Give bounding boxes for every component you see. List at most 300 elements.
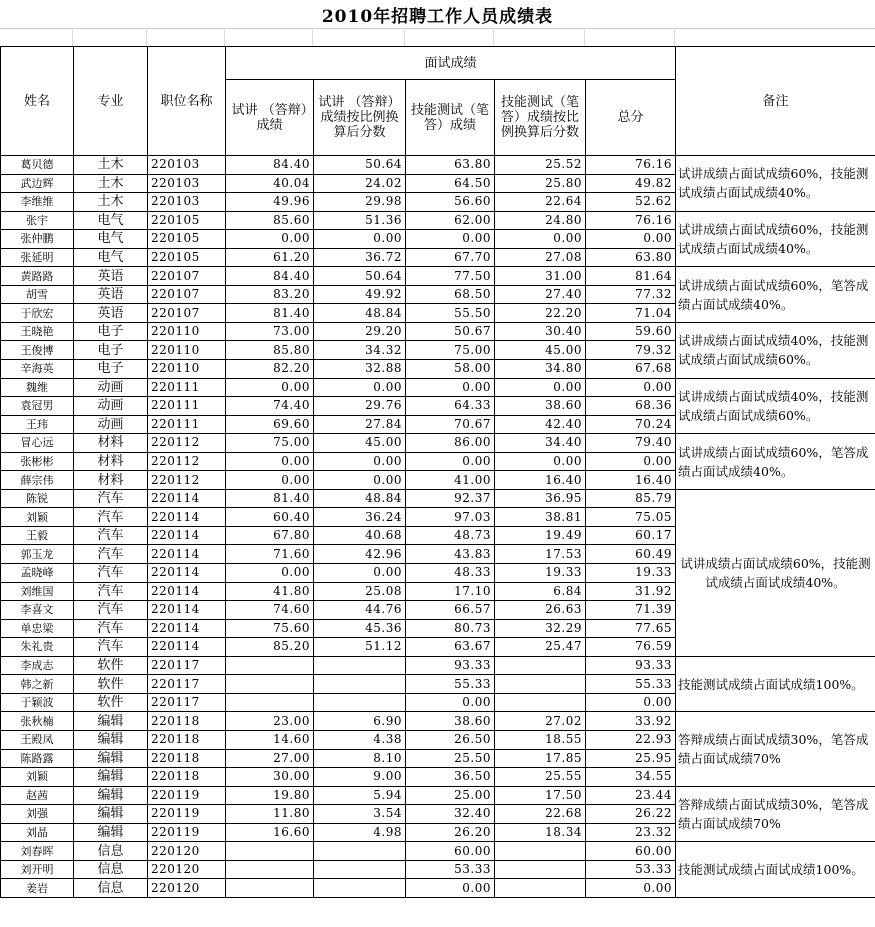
cell-skill-scaled: 25.47: [495, 638, 586, 657]
cell-skill: 55.33: [406, 675, 495, 694]
cell-major: 电子: [74, 360, 148, 379]
cell-skill: 68.50: [406, 285, 495, 304]
cell-skill-scaled: 17.50: [495, 786, 586, 805]
cell-major: 编辑: [74, 712, 148, 731]
cell-skill-scaled: 25.52: [495, 156, 586, 175]
cell-note: 试讲成绩占面试成绩60%，技能测试成绩占面试成绩40%。: [676, 156, 875, 212]
cell-total: 76.16: [586, 211, 676, 230]
cell-skill: 53.33: [406, 860, 495, 879]
cell-total: 49.82: [586, 174, 676, 193]
cell-note: 试讲成绩占面试成绩60%，笔答成绩占面试成绩40%。: [676, 267, 875, 323]
cell-name: 刘强: [1, 805, 74, 824]
cell-lecture-scaled: 51.36: [314, 211, 406, 230]
cell-lecture-scaled: 49.92: [314, 285, 406, 304]
table-row: [1, 489, 875, 508]
cell-lecture-scaled: 34.32: [314, 341, 406, 360]
table-row: [1, 211, 875, 230]
header-position: 职位名称: [148, 47, 226, 156]
cell-total: 68.36: [586, 397, 676, 416]
cell-skill-scaled: [495, 879, 586, 898]
cell-position: 220114: [148, 508, 226, 527]
cell-major: 汽车: [74, 526, 148, 545]
cell-lecture: 11.80: [226, 805, 314, 824]
cell-lecture-scaled: 42.96: [314, 545, 406, 564]
cell-total: 26.22: [586, 805, 676, 824]
header-skill: 技能测试（笔答）成绩: [406, 80, 495, 156]
cell-major: 电气: [74, 211, 148, 230]
cell-major: 动画: [74, 378, 148, 397]
cell-major: 电气: [74, 230, 148, 249]
cell-total: 0.00: [586, 879, 676, 898]
cell-lecture-scaled: 50.64: [314, 267, 406, 286]
table-row: [1, 786, 875, 805]
cell-name: 魏维: [1, 378, 74, 397]
cell-lecture-scaled: [314, 656, 406, 675]
cell-lecture: 0.00: [226, 452, 314, 471]
cell-position: 220120: [148, 860, 226, 879]
table-row: [1, 656, 875, 675]
cell-lecture: [226, 879, 314, 898]
header-total: 总分: [586, 80, 676, 156]
cell-name: 朱礼贵: [1, 638, 74, 657]
cell-lecture: 83.20: [226, 285, 314, 304]
cell-skill: 17.10: [406, 582, 495, 601]
cell-skill: 77.50: [406, 267, 495, 286]
cell-position: 220105: [148, 230, 226, 249]
cell-skill-scaled: 38.60: [495, 397, 586, 416]
cell-note: 试讲成绩占面试成绩40%，技能测试成绩占面试成绩60%。: [676, 322, 875, 378]
cell-note: 试讲成绩占面试成绩60%，技能测试成绩占面试成绩40%。: [676, 489, 875, 656]
cell-position: 220105: [148, 211, 226, 230]
cell-lecture-scaled: [314, 879, 406, 898]
cell-position: 220111: [148, 378, 226, 397]
cell-major: 土木: [74, 156, 148, 175]
cell-lecture: 23.00: [226, 712, 314, 731]
cell-total: 71.39: [586, 601, 676, 620]
cell-name: 黄路路: [1, 267, 74, 286]
cell-skill: 93.33: [406, 656, 495, 675]
cell-major: 汽车: [74, 564, 148, 583]
cell-lecture: 67.80: [226, 526, 314, 545]
cell-skill-scaled: 27.08: [495, 248, 586, 267]
cell-skill-scaled: [495, 842, 586, 861]
cell-name: 刘春晖: [1, 842, 74, 861]
cell-skill: 36.50: [406, 768, 495, 787]
cell-skill-scaled: 22.64: [495, 193, 586, 212]
cell-name: 姜岩: [1, 879, 74, 898]
cell-lecture: 40.04: [226, 174, 314, 193]
cell-lecture: 30.00: [226, 768, 314, 787]
cell-name: 袁冠男: [1, 397, 74, 416]
cell-note: 答辩成绩占面试成绩30%，笔答成绩占面试成绩70%: [676, 712, 875, 786]
cell-major: 土木: [74, 193, 148, 212]
cell-lecture: 0.00: [226, 230, 314, 249]
cell-name: 王俊博: [1, 341, 74, 360]
cell-position: 220103: [148, 156, 226, 175]
cell-lecture-scaled: 4.38: [314, 730, 406, 749]
cell-name: 刘颖: [1, 768, 74, 787]
cell-total: 31.92: [586, 582, 676, 601]
cell-lecture-scaled: 51.12: [314, 638, 406, 657]
cell-major: 编辑: [74, 768, 148, 787]
cell-name: 单忠梁: [1, 619, 74, 638]
cell-major: 电子: [74, 341, 148, 360]
cell-lecture: 74.40: [226, 397, 314, 416]
cell-note: 答辩成绩占面试成绩30%，笔答成绩占面试成绩70%: [676, 786, 875, 842]
cell-lecture-scaled: 45.36: [314, 619, 406, 638]
cell-total: 77.32: [586, 285, 676, 304]
cell-name: 王晓艳: [1, 322, 74, 341]
cell-lecture-scaled: 8.10: [314, 749, 406, 768]
cell-skill-scaled: 38.81: [495, 508, 586, 527]
cell-major: 材料: [74, 434, 148, 453]
cell-name: 陈锐: [1, 489, 74, 508]
cell-position: 220112: [148, 452, 226, 471]
cell-skill: 25.50: [406, 749, 495, 768]
cell-major: 信息: [74, 860, 148, 879]
cell-lecture: [226, 693, 314, 712]
cell-major: 材料: [74, 452, 148, 471]
cell-total: 60.49: [586, 545, 676, 564]
cell-major: 软件: [74, 656, 148, 675]
cell-skill-scaled: 34.80: [495, 360, 586, 379]
cell-skill-scaled: 0.00: [495, 452, 586, 471]
cell-name: 李维维: [1, 193, 74, 212]
cell-total: 16.40: [586, 471, 676, 490]
cell-skill-scaled: 27.40: [495, 285, 586, 304]
cell-lecture: 14.60: [226, 730, 314, 749]
cell-total: 19.33: [586, 564, 676, 583]
cell-position: 220114: [148, 489, 226, 508]
cell-lecture-scaled: 24.02: [314, 174, 406, 193]
cell-position: 220105: [148, 248, 226, 267]
cell-major: 编辑: [74, 805, 148, 824]
table-row: [1, 156, 875, 175]
cell-major: 编辑: [74, 823, 148, 842]
cell-major: 电气: [74, 248, 148, 267]
cell-skill-scaled: 18.55: [495, 730, 586, 749]
cell-name: 辛海英: [1, 360, 74, 379]
cell-lecture-scaled: 32.88: [314, 360, 406, 379]
cell-skill: 26.20: [406, 823, 495, 842]
cell-skill: 63.67: [406, 638, 495, 657]
cell-lecture-scaled: 48.84: [314, 489, 406, 508]
header-notes: 备注: [676, 47, 875, 156]
cell-major: 英语: [74, 304, 148, 323]
cell-lecture-scaled: 29.98: [314, 193, 406, 212]
cell-lecture-scaled: [314, 842, 406, 861]
cell-lecture-scaled: 25.08: [314, 582, 406, 601]
cell-position: 220107: [148, 304, 226, 323]
cell-major: 英语: [74, 267, 148, 286]
cell-skill-scaled: 0.00: [495, 378, 586, 397]
cell-position: 220107: [148, 267, 226, 286]
cell-total: 59.60: [586, 322, 676, 341]
cell-position: 220118: [148, 730, 226, 749]
cell-name: 张延明: [1, 248, 74, 267]
cell-lecture-scaled: 6.90: [314, 712, 406, 731]
cell-skill-scaled: 17.85: [495, 749, 586, 768]
cell-lecture: 71.60: [226, 545, 314, 564]
cell-position: 220112: [148, 434, 226, 453]
cell-lecture-scaled: 4.98: [314, 823, 406, 842]
cell-lecture: 19.80: [226, 786, 314, 805]
cell-name: 刘维国: [1, 582, 74, 601]
cell-major: 电子: [74, 322, 148, 341]
cell-lecture: 27.00: [226, 749, 314, 768]
cell-name: 张彬彬: [1, 452, 74, 471]
cell-total: 0.00: [586, 693, 676, 712]
cell-name: 武边辉: [1, 174, 74, 193]
cell-lecture-scaled: 0.00: [314, 452, 406, 471]
cell-name: 薛宗伟: [1, 471, 74, 490]
cell-skill: 63.80: [406, 156, 495, 175]
cell-major: 汽车: [74, 545, 148, 564]
header-skill-scaled: 技能测试（笔答）成绩按比例换算后分数: [495, 80, 586, 156]
table-body: [1, 156, 875, 898]
cell-lecture: 85.60: [226, 211, 314, 230]
cell-total: 85.79: [586, 489, 676, 508]
cell-skill-scaled: 45.00: [495, 341, 586, 360]
cell-lecture-scaled: 0.00: [314, 230, 406, 249]
cell-skill: 0.00: [406, 693, 495, 712]
cell-lecture: 69.60: [226, 415, 314, 434]
cell-skill: 64.33: [406, 397, 495, 416]
cell-position: 220117: [148, 656, 226, 675]
cell-skill-scaled: 27.02: [495, 712, 586, 731]
cell-position: 220119: [148, 786, 226, 805]
cell-name: 张秋楠: [1, 712, 74, 731]
cell-total: 63.80: [586, 248, 676, 267]
cell-name: 胡雪: [1, 285, 74, 304]
cell-position: 220114: [148, 601, 226, 620]
cell-position: 220114: [148, 564, 226, 583]
cell-skill-scaled: 34.40: [495, 434, 586, 453]
cell-note: 试讲成绩占面试成绩60%，技能测试成绩占面试成绩40%。: [676, 211, 875, 267]
cell-note: 技能测试成绩占面试成绩100%。: [676, 656, 875, 712]
cell-lecture: 49.96: [226, 193, 314, 212]
table-row: [1, 378, 875, 397]
cell-skill: 48.33: [406, 564, 495, 583]
cell-lecture: 16.60: [226, 823, 314, 842]
cell-lecture: 75.60: [226, 619, 314, 638]
cell-major: 汽车: [74, 619, 148, 638]
cell-position: 220114: [148, 582, 226, 601]
cell-name: 葛贝德: [1, 156, 74, 175]
cell-skill: 62.00: [406, 211, 495, 230]
cell-total: 71.04: [586, 304, 676, 323]
cell-total: 23.44: [586, 786, 676, 805]
cell-skill: 25.00: [406, 786, 495, 805]
cell-skill: 0.00: [406, 452, 495, 471]
cell-skill-scaled: 16.40: [495, 471, 586, 490]
cell-skill-scaled: 24.80: [495, 211, 586, 230]
cell-lecture: 84.40: [226, 267, 314, 286]
cell-name: 陈路露: [1, 749, 74, 768]
cell-total: 81.64: [586, 267, 676, 286]
cell-lecture-scaled: 36.24: [314, 508, 406, 527]
cell-position: 220114: [148, 545, 226, 564]
cell-name: 王毅: [1, 526, 74, 545]
header-interview-group: 面试成绩: [226, 47, 676, 80]
cell-lecture: [226, 656, 314, 675]
cell-position: 220117: [148, 693, 226, 712]
cell-total: 75.05: [586, 508, 676, 527]
cell-position: 220112: [148, 471, 226, 490]
cell-skill-scaled: 32.29: [495, 619, 586, 638]
cell-position: 220114: [148, 638, 226, 657]
cell-lecture-scaled: [314, 860, 406, 879]
cell-lecture-scaled: 48.84: [314, 304, 406, 323]
cell-position: 220120: [148, 879, 226, 898]
cell-major: 动画: [74, 397, 148, 416]
cell-position: 220118: [148, 768, 226, 787]
cell-skill: 43.83: [406, 545, 495, 564]
cell-name: 李成志: [1, 656, 74, 675]
cell-position: 220103: [148, 193, 226, 212]
cell-total: 34.55: [586, 768, 676, 787]
cell-skill: 67.70: [406, 248, 495, 267]
cell-major: 编辑: [74, 730, 148, 749]
table-row: [1, 842, 875, 861]
cell-name: 王殿凤: [1, 730, 74, 749]
cell-lecture: 81.40: [226, 489, 314, 508]
cell-major: 汽车: [74, 582, 148, 601]
cell-major: 编辑: [74, 749, 148, 768]
blank-row: [0, 28, 875, 46]
cell-skill-scaled: 22.20: [495, 304, 586, 323]
cell-skill: 41.00: [406, 471, 495, 490]
cell-skill: 58.00: [406, 360, 495, 379]
cell-lecture: 84.40: [226, 156, 314, 175]
cell-total: 25.95: [586, 749, 676, 768]
cell-lecture-scaled: 45.00: [314, 434, 406, 453]
cell-total: 76.59: [586, 638, 676, 657]
header-name: 姓名: [1, 47, 74, 156]
cell-skill: 32.40: [406, 805, 495, 824]
cell-skill: 97.03: [406, 508, 495, 527]
cell-total: 0.00: [586, 452, 676, 471]
cell-skill: 75.00: [406, 341, 495, 360]
cell-skill-scaled: 17.53: [495, 545, 586, 564]
cell-name: 郭玉龙: [1, 545, 74, 564]
cell-position: 220111: [148, 415, 226, 434]
cell-major: 汽车: [74, 638, 148, 657]
cell-position: 220110: [148, 341, 226, 360]
cell-major: 软件: [74, 675, 148, 694]
cell-lecture: 60.40: [226, 508, 314, 527]
cell-lecture-scaled: 3.54: [314, 805, 406, 824]
cell-major: 土木: [74, 174, 148, 193]
cell-skill-scaled: 19.33: [495, 564, 586, 583]
score-table: [0, 46, 875, 898]
cell-skill: 92.37: [406, 489, 495, 508]
header-major: 专业: [74, 47, 148, 156]
cell-lecture: 61.20: [226, 248, 314, 267]
cell-skill: 48.73: [406, 526, 495, 545]
cell-major: 材料: [74, 471, 148, 490]
cell-lecture: 85.20: [226, 638, 314, 657]
table-row: [1, 712, 875, 731]
cell-total: 60.17: [586, 526, 676, 545]
cell-name: 冒心远: [1, 434, 74, 453]
cell-lecture-scaled: 50.64: [314, 156, 406, 175]
cell-lecture: [226, 675, 314, 694]
cell-lecture: 0.00: [226, 564, 314, 583]
cell-lecture: 82.20: [226, 360, 314, 379]
cell-total: 0.00: [586, 230, 676, 249]
cell-position: 220120: [148, 842, 226, 861]
cell-total: 0.00: [586, 378, 676, 397]
cell-lecture: 74.60: [226, 601, 314, 620]
cell-skill: 64.50: [406, 174, 495, 193]
cell-position: 220119: [148, 805, 226, 824]
table-row: [1, 322, 875, 341]
cell-skill: 60.00: [406, 842, 495, 861]
cell-position: 220118: [148, 712, 226, 731]
cell-skill-scaled: 26.63: [495, 601, 586, 620]
cell-lecture: [226, 842, 314, 861]
cell-skill-scaled: 36.95: [495, 489, 586, 508]
cell-lecture-scaled: [314, 693, 406, 712]
cell-position: 220103: [148, 174, 226, 193]
cell-position: 220119: [148, 823, 226, 842]
cell-major: 英语: [74, 285, 148, 304]
cell-lecture-scaled: [314, 675, 406, 694]
cell-major: 汽车: [74, 601, 148, 620]
cell-skill-scaled: 6.84: [495, 582, 586, 601]
cell-lecture-scaled: 5.94: [314, 786, 406, 805]
cell-lecture-scaled: 9.00: [314, 768, 406, 787]
cell-note: 技能测试成绩占面试成绩100%。: [676, 842, 875, 898]
cell-skill: 80.73: [406, 619, 495, 638]
cell-note: 试讲成绩占面试成绩60%，笔答成绩占面试成绩40%。: [676, 434, 875, 490]
header-lecture: 试讲 （答辩）成绩: [226, 80, 314, 156]
cell-name: 张仲鹏: [1, 230, 74, 249]
cell-major: 汽车: [74, 508, 148, 527]
cell-skill-scaled: [495, 675, 586, 694]
cell-lecture: 85.80: [226, 341, 314, 360]
cell-skill-scaled: 42.40: [495, 415, 586, 434]
cell-skill: 0.00: [406, 879, 495, 898]
cell-total: 67.68: [586, 360, 676, 379]
cell-lecture-scaled: 0.00: [314, 378, 406, 397]
cell-name: 韩之新: [1, 675, 74, 694]
cell-major: 软件: [74, 693, 148, 712]
cell-total: 77.65: [586, 619, 676, 638]
cell-skill-scaled: 30.40: [495, 322, 586, 341]
cell-total: 70.24: [586, 415, 676, 434]
header-lecture-scaled: 试讲 （答辩）成绩按比例换算后分数: [314, 80, 406, 156]
cell-major: 信息: [74, 879, 148, 898]
cell-total: 60.00: [586, 842, 676, 861]
table-row: [1, 267, 875, 286]
cell-total: 33.92: [586, 712, 676, 731]
cell-position: 220107: [148, 285, 226, 304]
cell-skill: 0.00: [406, 378, 495, 397]
cell-lecture-scaled: 40.68: [314, 526, 406, 545]
cell-total: 53.33: [586, 860, 676, 879]
cell-name: 张宇: [1, 211, 74, 230]
cell-skill: 86.00: [406, 434, 495, 453]
cell-position: 220114: [148, 619, 226, 638]
cell-name: 刘晶: [1, 823, 74, 842]
cell-name: 孟晓峰: [1, 564, 74, 583]
cell-lecture: 73.00: [226, 322, 314, 341]
cell-skill-scaled: [495, 860, 586, 879]
cell-lecture: 81.40: [226, 304, 314, 323]
cell-name: 于颖波: [1, 693, 74, 712]
